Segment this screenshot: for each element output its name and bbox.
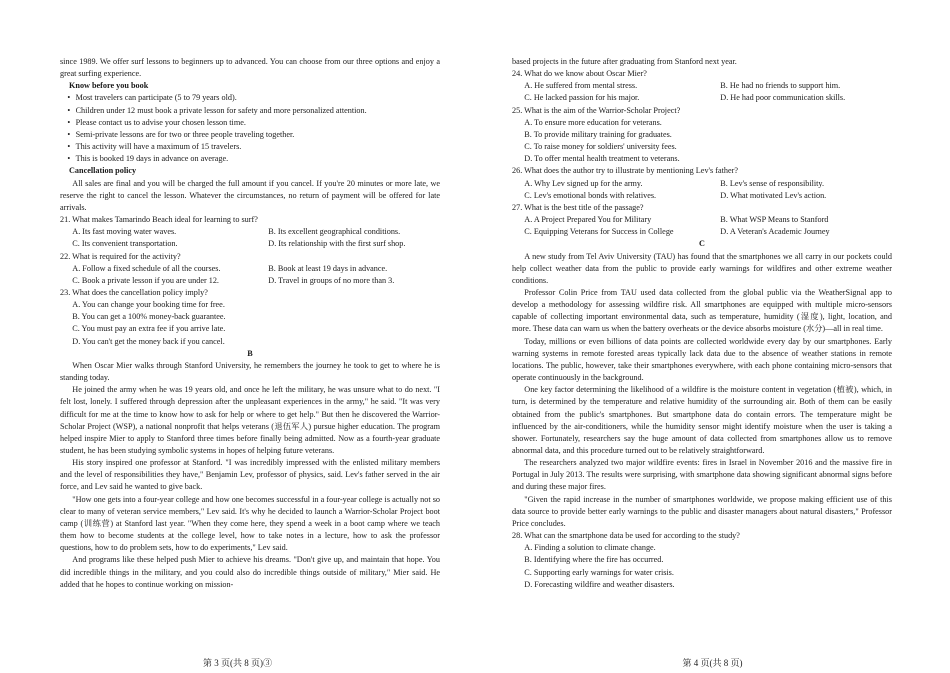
- option: A. You can change your booking time for free.: [72, 300, 225, 310]
- know-item: • Children under 12 must book a private lesson for safety and more personalized attention.: [60, 105, 440, 117]
- option: A. A Project Prepared You for Military: [524, 215, 652, 225]
- options-row: [512, 214, 892, 226]
- section-b-heading: B: [247, 348, 253, 358]
- option: A. To ensure more education for veterans.: [524, 117, 662, 127]
- options-row: [60, 275, 440, 287]
- page-footer: 第 3 页(共 8 页)③: [203, 658, 272, 668]
- option: A. Why Lev signed up for the army.: [524, 178, 643, 188]
- option: A. Follow a fixed schedule of all the courses.: [72, 263, 221, 273]
- passage-paragraph: A new study from Tel Aviv University (TAU) has found that the smartphones we all carry in our pockets could help collect weather data from the public to provide early warnings for wildfires and other extreme weather conditions.: [512, 251, 892, 285]
- option: B. You can get a 100% money-back guarantee.: [72, 312, 226, 322]
- option: A. Its fast moving water waves.: [72, 227, 177, 237]
- passage-paragraph: Professor Colin Price from TAU used data collected from the global public via the WeatherSignal app to develop a methodology for assessing wildfire risk. All smartphones are equipped with multiple micro-sensors capable of collecting important environmental data, such as temperature, humidity (湿度), light, location, and more. These data can warn us when the battery overheats or the device absorbs moisture (水分)—all in real time.: [512, 287, 892, 334]
- option: D. You can't get the money back if you cancel.: [72, 336, 225, 346]
- option: D. Its relationship with the first surf shop.: [268, 239, 406, 249]
- passage-paragraph: The researchers analyzed two major wildfire events: fires in Israel in November 2016 and the massive fire in Portugal in July 2013. The results were surprising, with smartphone data showing significant abnormal signs before and during these major fires.: [512, 458, 892, 492]
- continued-text: based projects in the future after graduating from Stanford next year.: [512, 57, 737, 66]
- option: B. He had no friends to support him.: [720, 81, 841, 91]
- passage-paragraph: When Oscar Mier walks through Stanford University, he remembers the journey he took to get to where he is standing today.: [60, 360, 440, 383]
- options-row: [60, 238, 440, 250]
- left-column: [60, 56, 440, 591]
- option: B. Book at least 19 days in advance.: [268, 263, 388, 273]
- options-row: [512, 190, 892, 202]
- option: D. He had poor communication skills.: [720, 93, 846, 103]
- option: A. Finding a solution to climate change.: [524, 543, 656, 553]
- right-page: [475, 0, 950, 673]
- option: C. Equipping Veterans for Success in College: [524, 227, 674, 237]
- option: B. Lev's sense of responsibility.: [720, 178, 825, 188]
- section-c-heading: C: [699, 239, 705, 249]
- options-row: [512, 226, 892, 238]
- option: D. Travel in groups of no more than 3.: [268, 275, 395, 285]
- option: D. To offer mental health treatment to veterans.: [524, 154, 680, 164]
- question-24: 24. What do we know about Oscar Mier?: [512, 69, 647, 79]
- option: C. Its convenient transportation.: [72, 239, 178, 249]
- options-row: [512, 178, 892, 190]
- option: C. He lacked passion for his major.: [524, 93, 640, 103]
- options-row: [60, 263, 440, 275]
- options-row: [512, 80, 892, 92]
- right-column: [512, 56, 892, 591]
- passage-paragraph: "Given the rapid increase in the number of smartphones worldwide, we propose making efficient use of this data source to provide better early warnings to the public and disaster managers about natural disasters," Professor Price concludes.: [512, 494, 892, 528]
- option: C. To raise money for soldiers' university fees.: [524, 142, 677, 152]
- page-footer: 第 4 页(共 8 页): [682, 658, 743, 668]
- question-22: 22. What is required for the activity?: [60, 251, 181, 261]
- question-28: 28. What can the smartphone data be used for according to the study?: [512, 531, 740, 541]
- know-item: • This is booked 19 days in advance on average.: [60, 153, 440, 165]
- option: B. Identifying where the fire has occurred.: [524, 555, 664, 565]
- passage-paragraph: "How one gets into a four-year college and how one becomes successful in a four-year college is actually not so clear to many of veteran service members," Lev said. It's why he decided to launch a Warrior-Scholar Project boot camp (训练营) at Stanford last year. "When they come here, they spend a week in a boot camp where we teach them how to become students at the college level, how to take notes in a lecture, how to ask the professor questions, how to do problem sets, how to do experiments," Lev said.: [60, 494, 440, 553]
- know-item: • This activity will have a maximum of 15 travelers.: [60, 141, 440, 153]
- know-heading: Know before you book: [69, 81, 149, 91]
- options-row: [60, 226, 440, 238]
- question-21: 21. What makes Tamarindo Beach ideal for learning to surf?: [60, 215, 258, 225]
- option: C. You must pay an extra fee if you arrive late.: [72, 324, 226, 334]
- option: D. Forecasting wildfire and weather disasters.: [524, 579, 675, 589]
- know-item: • Please contact us to advise your chosen lesson time.: [60, 117, 440, 129]
- option: D. A Veteran's Academic Journey: [720, 227, 830, 237]
- know-item: • Most travelers can participate (5 to 79 years old).: [60, 92, 440, 104]
- question-27: 27. What is the best title of the passage?: [512, 202, 644, 212]
- cancel-heading: Cancellation policy: [69, 166, 137, 176]
- option: B. Its excellent geographical conditions.: [268, 227, 401, 237]
- know-item: • Semi-private lessons are for two or three people traveling together.: [60, 129, 440, 141]
- option: B. What WSP Means to Stanford: [720, 215, 829, 225]
- passage-paragraph: Today, millions or even billions of data points are collected worldwide every day by our smartphones. Early warning systems in remote forested areas typically lack data due to the absence of weather stations in remote locations. The public, however, take their smartphones everywhere, with each phone containing micro-sensors that operate continuously in the background.: [512, 336, 892, 383]
- option: C. Lev's emotional bonds with relatives.: [524, 190, 657, 200]
- passage-paragraph: His story inspired one professor at Stanford. "I was incredibly impressed with the enlisted military members and the level of responsibilities they have," Benjamin Lev, professor of physics, said. Lev's father served in the air force, and Lev said he wanted to give back.: [60, 458, 440, 492]
- option: D. What motivated Lev's action.: [720, 190, 827, 200]
- option: C. Supporting early warnings for water crisis.: [524, 567, 674, 577]
- option: C. Book a private lesson if you are under 12.: [72, 275, 219, 285]
- question-25: 25. What is the aim of the Warrior-Scholar Project?: [512, 105, 681, 115]
- question-26: 26. What does the author try to illustrate by mentioning Lev's father?: [512, 166, 738, 176]
- option: B. To provide military training for graduates.: [524, 129, 672, 139]
- passage-paragraph: One key factor determining the likelihood of a wildfire is the moisture content in vegetation (植被), which, in turn, is determined by the temperature and relative humidity of the surrounding air. Both of them can be easily obtained from the public's smartphones. But smartphone data do contain errors. The temperature might be influenced by the air-conditioners, while the humidity sensor might identify moisture when the user is taking a shower. Fortunately, researchers say the huge amount of data collected from smartphones allow us to remove abnormal data, and this procedure turned out to be relatively straightforward.: [512, 385, 892, 455]
- option: A. He suffered from mental stress.: [524, 81, 638, 91]
- question-23: 23. What does the cancellation policy imply?: [60, 287, 208, 297]
- passage-paragraph: He joined the army when he was 19 years old, and once he left the military, he was unsure what to do next. "I felt lost, lonely. I suffered through depression after the unpleasant experiences in the army," he said. "It was very difficult for me at the time to know how to ask for help or where to get help." But then he discovered the Warrior-Scholar Project (WSP), a national nonprofit that helps veterans (退伍军人) pursue higher education. The program helped inspire Mier to apply to Stanford three times before finally being admitted. Now as a fourth-year graduate student, he has been studying symbolic systems in hopes of helping future veterans.: [60, 385, 440, 455]
- options-row: [512, 92, 892, 104]
- intro-paragraph: since 1989. We offer surf lessons to beginners up to advanced. You can choose from our three options and enjoy a great surfing experience.: [60, 57, 440, 79]
- cancel-paragraph: All sales are final and you will be charged the full amount if you cancel. If you're 20 minutes or more late, we reserve the right to cancel the lesson. Whatever the circumstances, no return of payment will be offered for late arrivals.: [60, 178, 440, 212]
- passage-paragraph: And programs like these helped push Mier to achieve his dreams. "Don't give up, and maintain that hope. You did incredible things in the military, and you could also do incredible things outside of military," Mier said. He added that he hopes to continue working on mission-: [60, 555, 440, 589]
